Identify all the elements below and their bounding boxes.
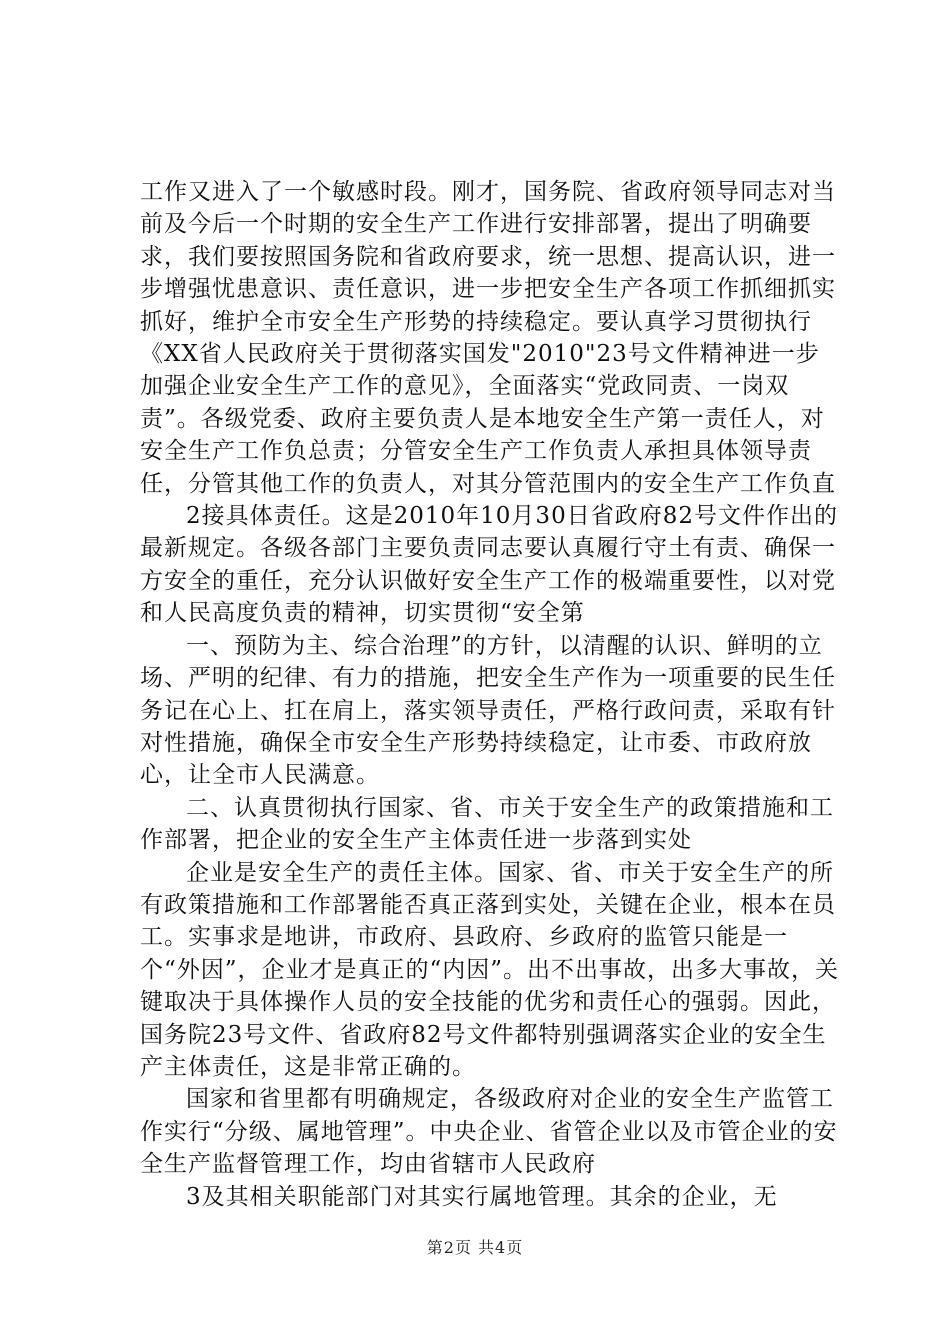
paragraph-1: 工作又进入了一个敏感时段。刚才，国务院、省政府领导同志对当前及今后一个时期的安全生产工作进行安排部署，提出了明确要求，我们要按照国务院和省政府要求，统一思想、提高认识，进一步增强忧患意识、责任意识，进一步把安全生产各项工作抓细抓实抓好，维护全市安全生产形势的持续稳定。要认真学习贯彻执行《XX省人民政府关于贯彻落实国发"2010"23号文件精神进一步加强企业安全生产工作的意见》，全面落实“党政同责、一岗双责”。各级党委、政府主要负责人是本地安全生产第一责任人，对安全生产工作负总责；分管安全生产工作负责人承担具体领导责任，分管其他工作的负责人，对其分管范围内的安全生产工作负直 [140,179,836,497]
paragraph-6: 国家和省里都有明确规定，各级政府对企业的安全生产监管工作实行“分级、属地管理”。中央企业、省管企业以及市管企业的安全生产监督管理工作，均由省辖市人民政府 [140,1086,838,1178]
document-body [140,176,840,1213]
paragraph-3: 一、预防为主、综合治理”的方针，以清醒的认识、鲜明的立场、严明的纪律、有力的措施，把安全生产作为一项重要的民生任务记在心上、扛在肩上，落实领导责任，严格行政问责，采取有针对性措施，确保全市安全生产形势持续稳定，让市委、市政府放心，让全市人民满意。 [140,632,836,789]
page-footer: 第2页 共4页 [426,1238,524,1257]
paragraph-2: 2接具体责任。这是2010年10月30日省政府82号文件作出的最新规定。各级各部门主要负责同志要认真履行守土有责、确保一方安全的重任，充分认识做好安全生产工作的极端重要性，以对党和人民高度负责的精神，切实贯彻“安全第 [140,503,838,627]
paragraph-7: 3及其相关职能部门对其实行属地管理。其余的企业，无 [186,1183,778,1210]
paragraph-5: 企业是安全生产的责任主体。国家、省、市关于安全生产的所有政策措施和工作部署能否真正落到实处，关键在企业，根本在员工。实事求是地讲，市政府、县政府、乡政府的监管只能是一个“外因”，企业才是真正的“内因”。出不出事故，出多大事故，关键取决于具体操作人员的安全技能的优劣和责任心的强弱。因此，国务院23号文件、省政府82号文件都特别强调落实企业的安全生产主体责任，这是非常正确的。 [140,859,840,1080]
paragraph-4: 二、认真贯彻执行国家、省、市关于安全生产的政策措施和工作部署，把企业的安全生产主体责任进一步落到实处 [140,794,834,854]
